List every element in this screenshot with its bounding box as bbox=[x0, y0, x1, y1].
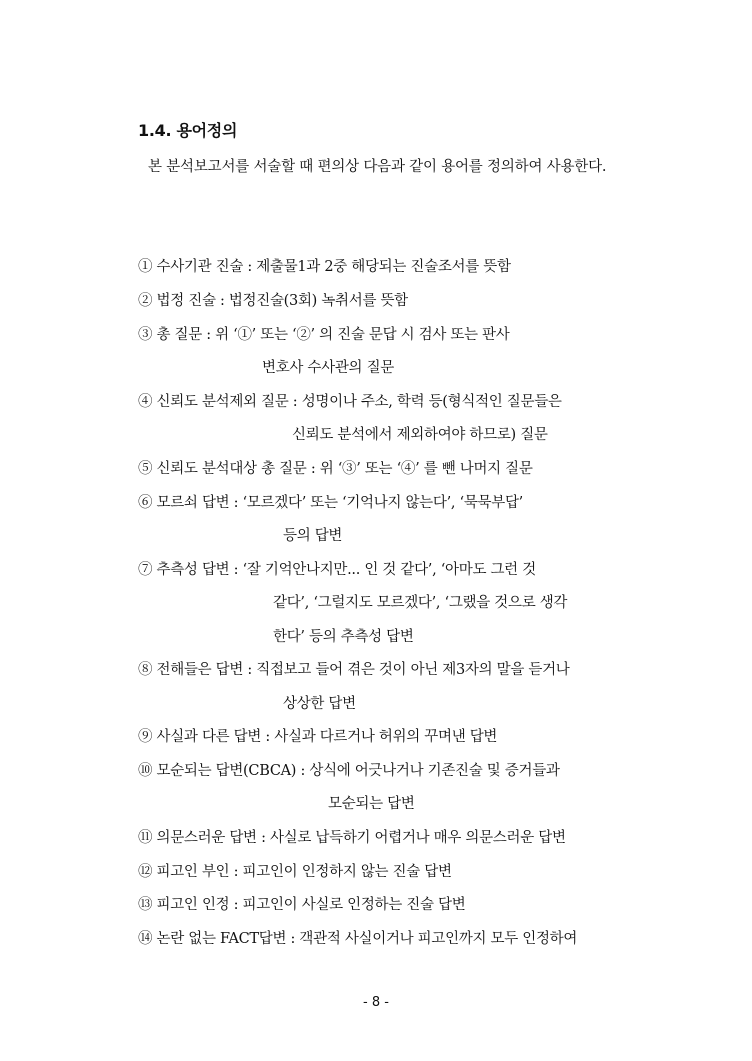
term-5-line-1: ⑤ 신뢰도 분석대상 총 질문 : 위 ‘③’ 또는 ‘④’ 를 뺀 나머지 질문 bbox=[138, 461, 533, 477]
term-11-line-1: ⑪ 의문스러운 답변 : 사실로 납득하기 어렵거나 매우 의문스러운 답변 bbox=[138, 830, 566, 846]
term-8-line-2: 상상한 답변 bbox=[283, 696, 356, 712]
term-9-line-1: ⑨ 사실과 다른 답변 : 사실과 다르거나 허위의 꾸며낸 답변 bbox=[138, 729, 498, 745]
term-3-line-1: ③ 총 질문 : 위 ‘①’ 또는 ‘②’ 의 진술 문답 시 검사 또는 판사 bbox=[138, 327, 510, 343]
term-6-line-2: 등의 답변 bbox=[283, 528, 343, 544]
term-6-line-1: ⑥ 모르쇠 답변 : ‘모르겠다’ 또는 ‘기억나지 않는다’, ‘묵묵부답’ bbox=[138, 495, 523, 511]
term-3-line-2: 변호사 수사관의 질문 bbox=[262, 360, 394, 376]
term-7-line-1: ⑦ 추측성 답변 : ‘잘 기억안나지만... 인 것 같다’, ‘아마도 그런 것 bbox=[138, 562, 536, 578]
page-number: - 8 - bbox=[363, 995, 389, 1010]
term-13-line-1: ⑬ 피고인 인정 : 피고인이 사실로 인정하는 진술 답변 bbox=[138, 897, 466, 913]
term-10-line-2: 모순되는 답변 bbox=[328, 796, 415, 812]
intro-paragraph: 본 분석보고서를 서술할 때 편의상 다음과 같이 용어를 정의하여 사용한다. bbox=[148, 159, 607, 175]
term-8-line-1: ⑧ 전해들은 답변 : 직접보고 들어 겪은 것이 아닌 제3자의 말을 듣거나 bbox=[138, 662, 570, 678]
term-12-line-1: ⑫ 피고인 부인 : 피고인이 인정하지 않는 진술 답변 bbox=[138, 864, 452, 880]
term-14-line-1: ⑭ 논란 없는 FACT답변 : 객관적 사실이거나 피고인까지 모두 인정하여 bbox=[138, 931, 578, 947]
term-2-line-1: ② 법정 진술 : 법정진술(3회) 녹취서를 뜻함 bbox=[138, 293, 408, 309]
term-10-line-1: ⑩ 모순되는 답변(CBCA) : 상식에 어긋나거나 기존진술 및 증거들과 bbox=[138, 763, 560, 779]
section-heading: 1.4. 용어정의 bbox=[138, 121, 238, 140]
term-1-line-1: ① 수사기관 진술 : 제출물1과 2중 해당되는 진술조서를 뜻함 bbox=[138, 259, 511, 275]
term-7-line-2: 같다’, ‘그럴지도 모르겠다’, ‘그랬을 것으로 생각 bbox=[273, 595, 568, 611]
term-4-line-2: 신뢰도 분석에서 제외하여야 하므로) 질문 bbox=[292, 427, 548, 443]
term-4-line-1: ④ 신뢰도 분석제외 질문 : 성명이나 주소, 학력 등(형식적인 질문들은 bbox=[138, 394, 562, 410]
term-7-line-3: 한다’ 등의 추측성 답변 bbox=[273, 629, 414, 645]
